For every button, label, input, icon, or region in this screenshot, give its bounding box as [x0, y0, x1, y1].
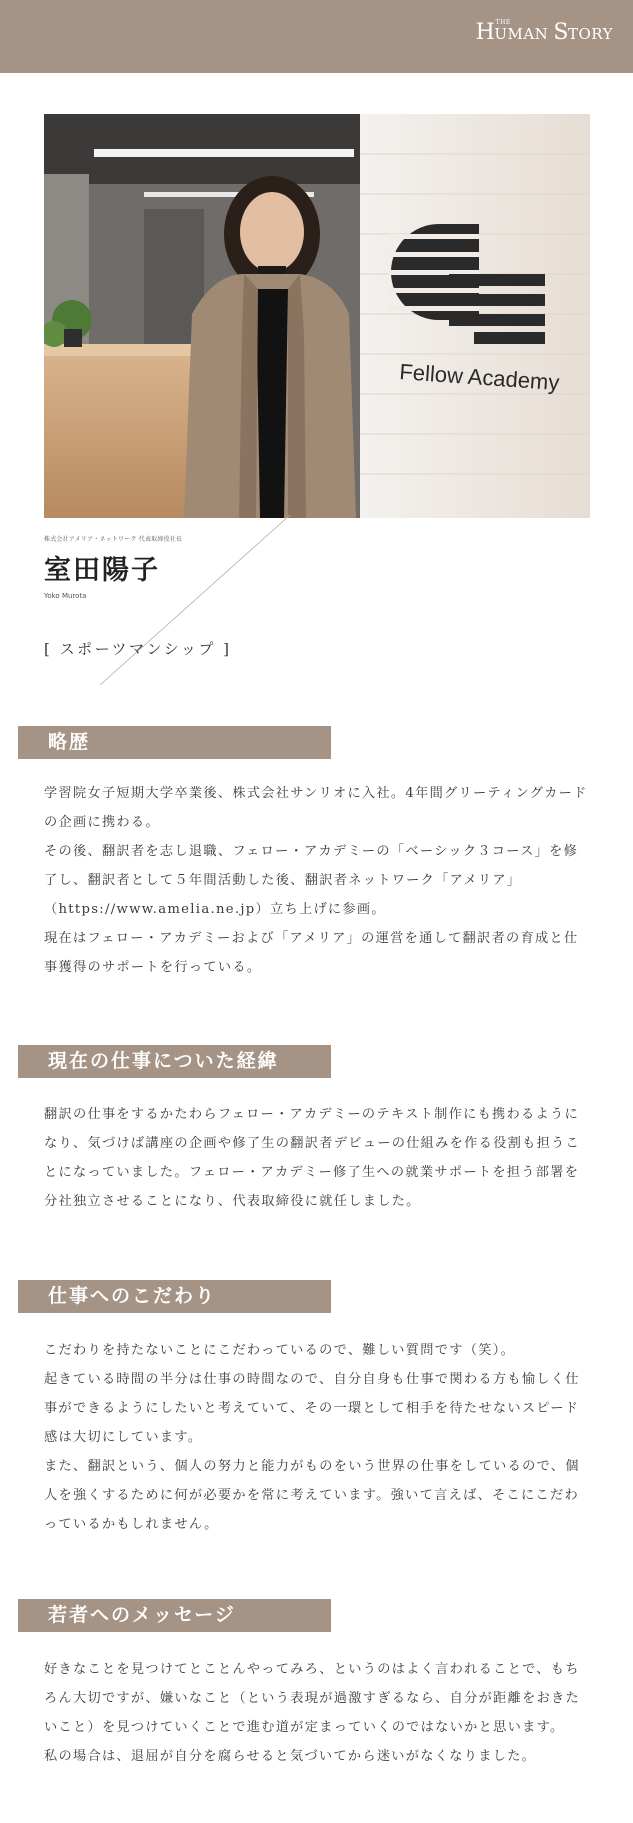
section-body-commitment	[44, 1336, 592, 1539]
person-name: 室田陽子	[44, 555, 160, 586]
section-title-background: 現在の仕事についた経緯	[18, 1045, 331, 1078]
paragraph: 現在はフェロー・アカデミーおよび「アメリア」の運営を通して翻訳者の育成と仕事獲得のサポートを行っている。	[44, 931, 579, 975]
fellow-academy-sign: Fellow Academy	[398, 359, 561, 396]
profile-photo	[44, 114, 590, 518]
section-body-career	[44, 779, 592, 982]
section-title-commitment: 仕事へのこだわり	[18, 1280, 331, 1313]
paragraph: 学習院女子短期大学卒業後、株式会社サンリオに入社。4年間グリーティングカードの企画に携わる。	[44, 786, 588, 830]
person-name-roman: Yoko Murota	[44, 592, 87, 600]
paragraph: 翻訳の仕事をするかたわらフェロー・アカデミーのテキスト制作にも携わるようになり、気づけば講座の企画や修了生の翻訳者デビューの仕組みを作る役割も担うことになっていました。フェロー・アカデミー修了生への就業サポートを担う部署を分社独立させることになり、代表取締役に就任しました。	[44, 1107, 581, 1209]
paragraph: こだわりを持たないことにこだわっているので、難しい質問です（笑）。	[44, 1343, 516, 1358]
paragraph: 私の場合は、退屈が自分を腐らせると気づいてから迷いがなくなりました。	[44, 1749, 537, 1764]
company-title: 株式会社アメリア・ネットワーク 代表取締役社長	[44, 536, 183, 543]
section-body-message	[44, 1655, 592, 1771]
the-human-story-logo[interactable]: THE HUMAN STORY	[475, 19, 613, 45]
site-header	[0, 0, 633, 73]
section-body-background	[44, 1100, 592, 1216]
section-title-message: 若者へのメッセージ	[18, 1599, 331, 1632]
paragraph: また、翻訳という、個人の努力と能力がものをいう世界の仕事をしているので、個人を強くするために何が必要かを常に考えています。強いて言えば、そこにこだわっているかもしれません。	[44, 1459, 580, 1532]
paragraph: 好きなことを見つけてとことんやってみろ、というのはよく言われることで、もちろん大切ですが、嫌いなこと（という表現が過激すぎるなら、自分が距離をおきたいこと）を見つけていくことで進む道が定まっていくのではないかと思います。	[44, 1662, 581, 1735]
paragraph: 起きている時間の半分は仕事の時間なので、自分自身も仕事で関わる方も愉しく仕事ができるようにしたいと考えていて、その一環として相手を待たせないスピード感は大切にしています。	[44, 1372, 580, 1445]
section-title-career: 略歴	[18, 726, 331, 759]
theme-tag: [ スポーツマンシップ ]	[44, 640, 232, 658]
paragraph: その後、翻訳者を志し退職、フェロー・アカデミーの「ベーシック３コース」を修了し、翻訳者として５年間活動した後、翻訳者ネットワーク「アメリア」（https://www.amelia.ne.jp）立ち上げに参画。	[44, 844, 579, 917]
